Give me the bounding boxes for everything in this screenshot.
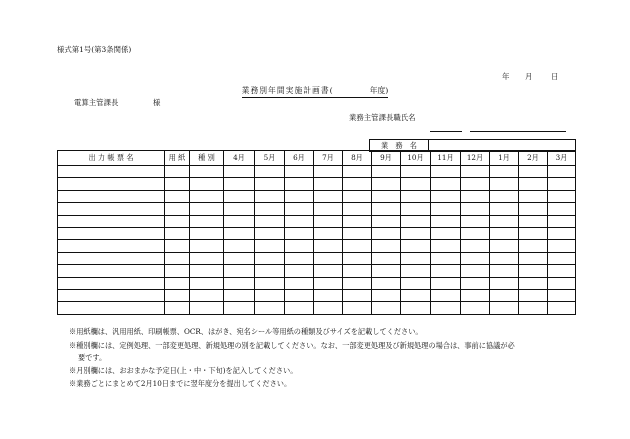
table-cell[interactable]: [190, 265, 224, 277]
table-cell[interactable]: [372, 166, 401, 178]
table-cell[interactable]: [401, 203, 431, 215]
table-row: [58, 190, 576, 202]
table-cell[interactable]: [190, 289, 224, 301]
table-cell[interactable]: [490, 190, 519, 202]
table-cell[interactable]: [255, 190, 285, 202]
table-cell[interactable]: [431, 203, 461, 215]
table-cell[interactable]: [190, 178, 224, 190]
column-header: 5月: [255, 151, 285, 166]
table-cell[interactable]: [431, 240, 461, 252]
table-row: [58, 277, 576, 289]
table-cell[interactable]: [431, 289, 461, 301]
table-cell[interactable]: [548, 240, 576, 252]
table-cell[interactable]: [224, 190, 255, 202]
table-cell[interactable]: [165, 203, 190, 215]
column-header: 7月: [314, 151, 343, 166]
table-cell[interactable]: [224, 166, 255, 178]
table-cell[interactable]: [255, 203, 285, 215]
table-cell[interactable]: [285, 240, 314, 252]
table-cell[interactable]: [165, 265, 190, 277]
date-year-label: 年: [502, 72, 510, 81]
table-cell[interactable]: [548, 166, 576, 178]
table-cell[interactable]: [224, 289, 255, 301]
table-cell[interactable]: [431, 302, 461, 314]
table-cell[interactable]: [190, 252, 224, 264]
column-header: 9月: [372, 151, 401, 166]
note-type-cont: 要です。: [78, 353, 107, 362]
table-row: [58, 166, 576, 178]
column-header: 2月: [519, 151, 548, 166]
table-cell[interactable]: [372, 265, 401, 277]
table-cell[interactable]: [255, 302, 285, 314]
plan-table: [57, 150, 576, 315]
table-cell[interactable]: [461, 240, 490, 252]
table-cell[interactable]: [548, 277, 576, 289]
table-row: [58, 203, 576, 215]
note-paper: ※用紙欄は、汎用用紙、印刷帳票、OCR、はがき、宛名シール等用紙の種類及びサイズを記載してください。: [69, 327, 423, 336]
table-cell[interactable]: [255, 252, 285, 264]
table-cell[interactable]: [401, 190, 431, 202]
applicant-title-line[interactable]: [430, 131, 462, 132]
table-cell[interactable]: [519, 190, 548, 202]
date-day-label: 日: [551, 72, 559, 81]
table-row: [58, 240, 576, 252]
table-cell[interactable]: [372, 190, 401, 202]
column-header: 8月: [343, 151, 372, 166]
table-cell[interactable]: [343, 240, 372, 252]
table-row: [58, 227, 576, 239]
table-cell[interactable]: [314, 190, 343, 202]
table-cell[interactable]: [285, 289, 314, 301]
table-cell[interactable]: [285, 178, 314, 190]
applicant-name-line[interactable]: [470, 131, 566, 132]
table-cell[interactable]: [401, 252, 431, 264]
table-cell[interactable]: [314, 265, 343, 277]
table-cell[interactable]: [461, 277, 490, 289]
form-title-suffix: 年度): [369, 86, 389, 95]
table-cell[interactable]: [58, 178, 165, 190]
table-cell[interactable]: [343, 302, 372, 314]
table-cell[interactable]: [165, 277, 190, 289]
table-cell[interactable]: [58, 252, 165, 264]
table-cell[interactable]: [224, 215, 255, 227]
table-cell[interactable]: [285, 227, 314, 239]
table-cell[interactable]: [58, 215, 165, 227]
note-monthly: ※月別欄には、おおまかな予定日(上・中・下旬)を記入してください。: [69, 366, 298, 375]
table-cell[interactable]: [224, 240, 255, 252]
table-cell[interactable]: [519, 302, 548, 314]
table-cell[interactable]: [461, 252, 490, 264]
table-cell[interactable]: [343, 265, 372, 277]
table-row: [58, 289, 576, 301]
table-cell[interactable]: [519, 215, 548, 227]
table-cell[interactable]: [58, 277, 165, 289]
table-cell[interactable]: [401, 302, 431, 314]
table-cell[interactable]: [490, 289, 519, 301]
table-cell[interactable]: [58, 166, 165, 178]
table-cell[interactable]: [431, 190, 461, 202]
table-cell[interactable]: [314, 252, 343, 264]
table-cell[interactable]: [372, 240, 401, 252]
header-row: [58, 151, 576, 166]
table-cell[interactable]: [490, 178, 519, 190]
table-cell[interactable]: [490, 227, 519, 239]
table-cell[interactable]: [461, 265, 490, 277]
table-cell[interactable]: [401, 289, 431, 301]
table-cell[interactable]: [314, 302, 343, 314]
table-cell[interactable]: [548, 190, 576, 202]
table-cell[interactable]: [255, 178, 285, 190]
table-cell[interactable]: [519, 289, 548, 301]
table-cell[interactable]: [519, 203, 548, 215]
table-cell[interactable]: [490, 252, 519, 264]
table-cell[interactable]: [190, 190, 224, 202]
table-cell[interactable]: [548, 215, 576, 227]
table-cell[interactable]: [401, 227, 431, 239]
table-cell[interactable]: [401, 178, 431, 190]
table-cell[interactable]: [285, 166, 314, 178]
table-cell[interactable]: [401, 240, 431, 252]
table-cell[interactable]: [224, 227, 255, 239]
table-cell[interactable]: [165, 178, 190, 190]
table-cell[interactable]: [58, 302, 165, 314]
table-cell[interactable]: [165, 252, 190, 264]
column-header: 3月: [548, 151, 576, 166]
table-cell[interactable]: [343, 166, 372, 178]
table-cell[interactable]: [519, 240, 548, 252]
table-cell[interactable]: [431, 252, 461, 264]
table-cell[interactable]: [285, 277, 314, 289]
table-cell[interactable]: [431, 277, 461, 289]
table-row: [58, 265, 576, 277]
table-cell[interactable]: [165, 240, 190, 252]
table-cell[interactable]: [190, 277, 224, 289]
date-month-label: 月: [525, 72, 533, 81]
table-cell[interactable]: [58, 240, 165, 252]
table-cell[interactable]: [58, 190, 165, 202]
table-cell[interactable]: [190, 215, 224, 227]
table-cell[interactable]: [461, 302, 490, 314]
table-cell[interactable]: [519, 252, 548, 264]
table-cell[interactable]: [255, 227, 285, 239]
table-cell[interactable]: [255, 265, 285, 277]
table-cell[interactable]: [372, 252, 401, 264]
table-cell[interactable]: [58, 265, 165, 277]
table-cell[interactable]: [285, 203, 314, 215]
table-cell[interactable]: [431, 166, 461, 178]
column-header: 11月: [431, 151, 461, 166]
table-cell[interactable]: [58, 203, 165, 215]
table-row: [58, 252, 576, 264]
table-cell[interactable]: [255, 289, 285, 301]
form-label: 様式第1号(第3条関係): [57, 45, 132, 54]
table-cell[interactable]: [461, 178, 490, 190]
table-cell[interactable]: [255, 215, 285, 227]
table-cell[interactable]: [461, 190, 490, 202]
table-cell[interactable]: [490, 240, 519, 252]
table-cell[interactable]: [285, 215, 314, 227]
table-cell[interactable]: [548, 265, 576, 277]
table-cell[interactable]: [190, 203, 224, 215]
table-cell[interactable]: [165, 215, 190, 227]
table-row: [58, 215, 576, 227]
table-cell[interactable]: [58, 227, 165, 239]
table-cell[interactable]: [401, 215, 431, 227]
table-cell[interactable]: [343, 289, 372, 301]
table-cell[interactable]: [190, 227, 224, 239]
table-cell[interactable]: [165, 166, 190, 178]
table-cell[interactable]: [314, 227, 343, 239]
table-cell[interactable]: [431, 215, 461, 227]
addressee-honorific: 様: [153, 98, 161, 107]
table-cell[interactable]: [314, 289, 343, 301]
table-cell[interactable]: [461, 227, 490, 239]
table-cell[interactable]: [285, 252, 314, 264]
table-cell[interactable]: [285, 302, 314, 314]
table-cell[interactable]: [490, 215, 519, 227]
table-cell[interactable]: [461, 203, 490, 215]
table-cell[interactable]: [519, 166, 548, 178]
table-cell[interactable]: [548, 302, 576, 314]
table-cell[interactable]: [314, 178, 343, 190]
table-cell[interactable]: [190, 166, 224, 178]
note-deadline: ※業務ごとにまとめて2月10日までに翌年度分を提出してください。: [69, 379, 292, 388]
table-cell[interactable]: [343, 227, 372, 239]
table-cell[interactable]: [314, 203, 343, 215]
form-title-main: 業務別年間実施計画書(: [241, 86, 334, 95]
column-header: 10月: [401, 151, 431, 166]
table-cell[interactable]: [461, 289, 490, 301]
table-cell[interactable]: [255, 277, 285, 289]
table-cell[interactable]: [372, 277, 401, 289]
table-cell[interactable]: [519, 265, 548, 277]
column-header: 用 紙: [165, 151, 190, 166]
table-cell[interactable]: [343, 178, 372, 190]
table-cell[interactable]: [255, 240, 285, 252]
table-cell[interactable]: [372, 227, 401, 239]
table-cell[interactable]: [372, 178, 401, 190]
table-cell[interactable]: [255, 166, 285, 178]
column-header: 4月: [224, 151, 255, 166]
table-cell[interactable]: [58, 289, 165, 301]
table-cell[interactable]: [343, 203, 372, 215]
table-cell[interactable]: [343, 252, 372, 264]
table-cell[interactable]: [401, 166, 431, 178]
table-cell[interactable]: [490, 265, 519, 277]
column-header: 種 別: [190, 151, 224, 166]
table-cell[interactable]: [314, 215, 343, 227]
table-cell[interactable]: [519, 277, 548, 289]
table-cell[interactable]: [314, 277, 343, 289]
table-cell[interactable]: [490, 277, 519, 289]
table-cell[interactable]: [190, 302, 224, 314]
table-cell[interactable]: [343, 277, 372, 289]
table-cell[interactable]: [190, 240, 224, 252]
table-cell[interactable]: [165, 190, 190, 202]
table-cell[interactable]: [372, 302, 401, 314]
table-cell[interactable]: [519, 227, 548, 239]
table-cell[interactable]: [224, 178, 255, 190]
table-cell[interactable]: [314, 240, 343, 252]
table-cell[interactable]: [224, 302, 255, 314]
table-cell[interactable]: [372, 289, 401, 301]
table-cell[interactable]: [165, 227, 190, 239]
note-type: ※種別欄には、定例処理、一部変更処理、新規処理の別を記載してください。なお、一部変更処理及び新規処理の場合は、事前に協議が必: [69, 341, 515, 350]
table-cell[interactable]: [548, 178, 576, 190]
applicant-label: 業務主管課長職氏名: [349, 113, 416, 122]
table-cell[interactable]: [548, 289, 576, 301]
table-cell[interactable]: [285, 190, 314, 202]
table-cell[interactable]: [343, 190, 372, 202]
addressee-role: 電算主管課長: [74, 98, 119, 107]
table-cell[interactable]: [224, 203, 255, 215]
column-header: 12月: [461, 151, 490, 166]
table-cell[interactable]: [431, 227, 461, 239]
column-header: 6月: [285, 151, 314, 166]
table-cell[interactable]: [165, 289, 190, 301]
table-cell[interactable]: [490, 302, 519, 314]
table-cell[interactable]: [314, 166, 343, 178]
table-cell[interactable]: [519, 178, 548, 190]
column-header: 1月: [490, 151, 519, 166]
table-cell[interactable]: [431, 265, 461, 277]
table-row: [58, 178, 576, 190]
table-cell[interactable]: [165, 302, 190, 314]
gyomu-name-label: 業 務 名: [370, 140, 429, 152]
table-cell[interactable]: [224, 277, 255, 289]
table-row: [58, 302, 576, 314]
table-cell[interactable]: [285, 265, 314, 277]
table-cell[interactable]: [401, 277, 431, 289]
table-cell[interactable]: [401, 265, 431, 277]
table-cell[interactable]: [431, 178, 461, 190]
table-cell[interactable]: [224, 265, 255, 277]
table-cell[interactable]: [490, 166, 519, 178]
table-cell[interactable]: [548, 252, 576, 264]
table-cell[interactable]: [372, 215, 401, 227]
table-cell[interactable]: [461, 215, 490, 227]
table-cell[interactable]: [372, 203, 401, 215]
table-cell[interactable]: [548, 203, 576, 215]
table-cell[interactable]: [548, 227, 576, 239]
table-cell[interactable]: [343, 215, 372, 227]
table-cell[interactable]: [224, 252, 255, 264]
table-cell[interactable]: [490, 203, 519, 215]
column-header: 出 力 帳 票 名: [58, 151, 165, 166]
table-cell[interactable]: [461, 166, 490, 178]
